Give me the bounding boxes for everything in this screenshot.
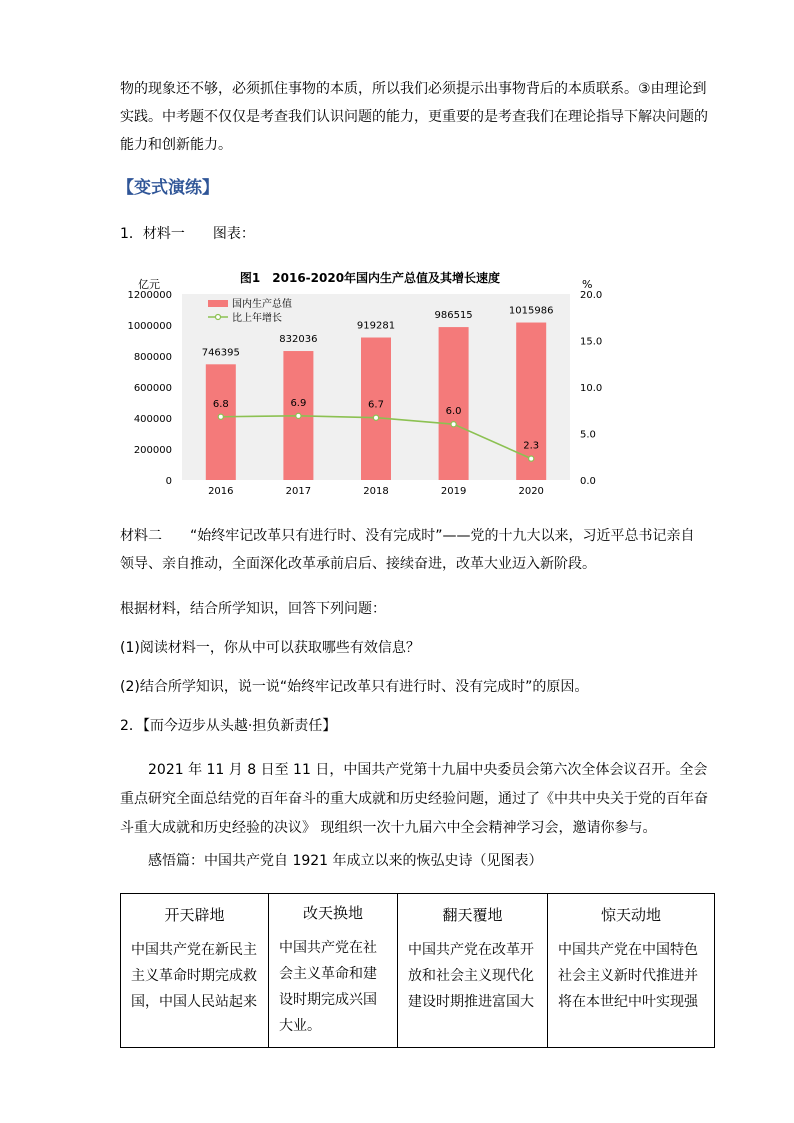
gdp-bar — [439, 327, 469, 480]
cell-body: 中国共产党在中国特色社会主义新时代推进并将在本世纪中叶实现强 — [558, 942, 698, 1010]
right-tick-label: 5.0 — [580, 429, 596, 441]
legend-line-label: 比上年增长 — [232, 313, 282, 324]
growth-point — [529, 456, 534, 461]
table-cell — [548, 894, 715, 1048]
cell-body: 中国共产党在改革开放和社会主义现代化建设时期推进富国大 — [408, 942, 534, 1010]
growth-label: 2.3 — [523, 440, 540, 452]
material1-label: 1．材料一 图表： — [120, 226, 255, 242]
growth-label: 6.8 — [212, 398, 229, 410]
right-axis-unit: % — [582, 278, 593, 291]
gdp-chart — [120, 262, 603, 502]
x-tick-label: 2020 — [518, 486, 544, 497]
left-axis-unit: 亿元 — [138, 278, 160, 291]
instruction: 根据材料，结合所学知识，回答下列问题： — [120, 601, 386, 617]
table-cell — [121, 894, 269, 1048]
chart-title: 图1 2016-2020年国内生产总值及其增长速度 — [239, 271, 501, 285]
left-tick-label: 400000 — [133, 414, 172, 425]
cell-body: 中国共产党在新民主主义革命时期完成救国，中国人民站起来 — [131, 942, 257, 1010]
cell-heading: 开天辟地 — [164, 906, 225, 924]
cell-heading: 改天换地 — [302, 904, 363, 922]
legend-bar-swatch — [208, 300, 228, 307]
intro-line-1: 物的现象还不够，必须抓住事物的本质，所以我们必须提示出事物背后的本质联系。③由理论到 — [120, 81, 707, 97]
x-tick-label: 2016 — [208, 486, 234, 497]
intro-line-3: 能力和创新能力。 — [120, 137, 232, 153]
question-1-1: (1)阅读材料一，你从中可以获取哪些有效信息？ — [120, 640, 420, 656]
right-tick-label: 0.0 — [580, 476, 596, 487]
right-tick-label: 15.0 — [580, 336, 603, 348]
x-tick-label: 2017 — [285, 486, 312, 497]
table-cell — [269, 894, 398, 1048]
left-tick-label: 200000 — [133, 445, 172, 456]
growth-point — [218, 414, 223, 419]
question-2-body: 2021 年 11 月 8 日至 11 日，中国共产党第十九届中央委员会第六次全体会议召开。全会重点研究全面总结党的百年奋斗的重大成就和历史经验问题，通过了《中共中央关于党的百年奋斗重大成就和历史经验的决议》 现组织一次十九届六中全会精神学习会，邀请你参与。 — [120, 762, 708, 836]
gdp-bar-label: 986515 — [434, 310, 473, 322]
material2-line-2: 领导、亲自推动，全面深化改革承前启后、接续奋进，改革大业迈入新阶段。 — [120, 556, 596, 572]
intro-paragraph — [120, 75, 720, 159]
right-tick-label: 10.0 — [580, 383, 603, 394]
x-tick-label: 2018 — [363, 486, 389, 497]
left-tick-label: 0 — [165, 476, 172, 487]
cell-body: 中国共产党在社会主义革命和建设时期完成兴国大业。 — [279, 940, 377, 1034]
left-tick-label: 600000 — [133, 383, 172, 394]
question-1-2: (2)结合所学知识，说一说“始终牢记改革只有进行时、没有完成时”的原因。 — [120, 679, 589, 695]
gdp-bar-label: 832036 — [279, 334, 318, 346]
left-tick-label: 1200000 — [127, 290, 172, 301]
legend-bar-label: 国内生产总值 — [232, 299, 292, 310]
table-row — [121, 894, 715, 1048]
intro-line-2: 实践。中考题不仅仅是考查我们认识问题的能力，更重要的是考查我们在理论指导下解决问题的 — [120, 109, 708, 125]
growth-point — [451, 422, 456, 427]
section-title: 【变式演练】 — [117, 178, 219, 198]
material2-line-1: 材料二 “始终牢记改革只有进行时、没有完成时”——党的十九大以来，习近平总书记亲自 — [120, 528, 695, 544]
insight-line: 感悟篇：中国共产党自 1921 年成立以来的恢弘史诗（见图表） — [148, 853, 543, 869]
growth-point — [373, 415, 378, 420]
gdp-bar-label: 1015986 — [508, 305, 554, 317]
left-tick-label: 800000 — [133, 352, 172, 363]
gdp-bar-label: 919281 — [356, 320, 396, 332]
cell-heading: 惊天动地 — [600, 906, 661, 924]
right-tick-label: 20.0 — [580, 290, 603, 301]
growth-label: 6.9 — [290, 397, 307, 409]
gdp-bar-label: 746395 — [201, 347, 240, 359]
growth-label: 6.7 — [368, 399, 384, 411]
gdp-bar — [206, 364, 236, 480]
growth-label: 6.0 — [445, 406, 462, 418]
cell-heading: 翻天覆地 — [442, 906, 503, 924]
history-table — [120, 893, 715, 1048]
x-tick-label: 2019 — [440, 486, 467, 497]
growth-point — [296, 413, 301, 418]
left-tick-label: 1000000 — [127, 321, 172, 332]
question-2-title: 2．【而今迈步从头越·担负新责任】 — [120, 718, 337, 734]
table-cell — [398, 894, 548, 1048]
legend-line-marker — [216, 315, 221, 320]
